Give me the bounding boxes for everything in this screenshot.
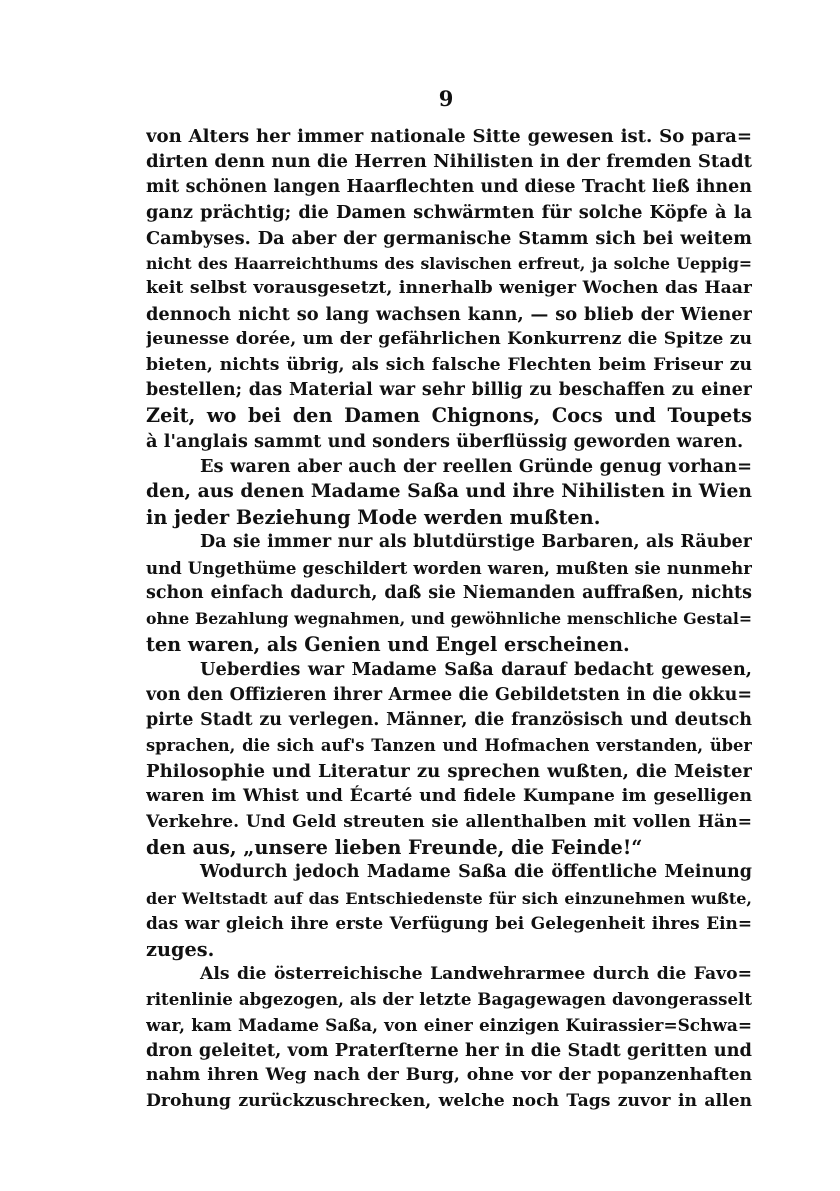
text-line: Wodurch jedoch Madame Saßa die öffentliche Meinung: [200, 862, 752, 883]
text-line: Drohung zurückzuschrecken, welche noch Tags zuvor in allen: [146, 1090, 752, 1111]
body-text: [146, 124, 752, 1114]
text-line: dirten denn nun die Herren Nihilisten in der fremden Stadt: [146, 151, 752, 173]
text-line: dennoch nicht so lang wachsen kann, — so blieb der Wiener: [146, 303, 752, 325]
text-line: ohne Bezahlung wegnahmen, und gewöhnliche menschliche Gestal=: [146, 609, 752, 629]
text-line: waren im Whist und Écarté und fidele Kumpane im geselligen: [146, 786, 752, 807]
text-line: ritenlinie abgezogen, als der letzte Bagagewagen davongerasselt: [146, 989, 752, 1010]
text-line: Philosophie und Literatur zu sprechen wußten, die Meister: [146, 760, 752, 782]
text-line: den, aus denen Madame Saßa und ihre Nihilisten in Wien: [146, 480, 752, 503]
text-line: den aus, „unsere lieben Freunde, die Feinde!“: [146, 835, 643, 859]
text-line: Cambyses. Da aber der germanische Stamm sich bei weitem: [146, 227, 752, 249]
text-line: das war gleich ihre erste Verfügung bei Gelegenheit ihres Ein=: [146, 913, 752, 934]
text-line: der Weltstadt auf das Entschiedenste für sich einzunehmen wußte,: [146, 888, 752, 908]
text-line: Es waren aber auch der reellen Gründe genug vorhan=: [200, 456, 752, 478]
text-line: ten waren, als Genien und Engel erscheinen.: [146, 632, 630, 656]
text-line: dron geleitet, vom Praterſterne her in die Stadt geritten und: [146, 1040, 752, 1062]
text-line: Zeit, wo bei den Damen Chignons, Cocs und Toupets: [146, 404, 752, 428]
text-line: à l'anglais sammt und sonders überflüssig geworden waren.: [146, 430, 744, 452]
text-line: und Ungethüme geschildert worden waren, mußten sie nunmehr: [146, 557, 752, 578]
text-line: nicht des Haarreichthums des slavischen erfreut, ja solche Ueppig=: [146, 253, 752, 273]
text-line: keit selbst vorausgesetzt, innerhalb weniger Wochen das Haar: [146, 278, 752, 299]
text-line: pirte Stadt zu verlegen. Männer, die französisch und deutsch: [146, 709, 752, 730]
text-line: war, kam Madame Saßa, von einer einzigen Kuirassier=Schwa=: [146, 1014, 752, 1035]
text-line: zuges.: [146, 937, 215, 961]
text-line: jeunesse dorée, um der gefährlichen Konkurrenz die Spitze zu: [146, 329, 752, 350]
text-line: sprachen, die sich auf's Tanzen und Hofmachen verstanden, über: [146, 736, 752, 756]
text-line: bieten, nichts übrig, als sich falsche Flechten beim Friseur zu: [146, 354, 752, 375]
text-line: nahm ihren Weg nach der Burg, ohne vor der popanzenhaften: [146, 1065, 752, 1086]
text-line: Verkehre. Und Geld streuten sie allenthalben mit vollen Hän=: [146, 811, 752, 832]
text-line: Da sie immer nur als blutdürstige Barbaren, als Räuber: [200, 532, 752, 553]
text-line: mit schönen langen Haarflechten und diese Tracht ließ ihnen: [146, 176, 752, 197]
text-line: von den Offizieren ihrer Armee die Gebildetsten in die okku=: [146, 684, 752, 705]
text-line: von Alters her immer nationale Sitte gewesen ist. So para=: [146, 126, 752, 147]
text-line: schon einfach dadurch, daß sie Niemanden auffraßen, nichts: [146, 583, 752, 604]
page-number: 9: [438, 86, 454, 111]
text-line: Als die österreichische Landwehrarmee durch die Favo=: [200, 963, 752, 984]
text-line: in jeder Beziehung Mode werden mußten.: [146, 505, 601, 529]
text-line: ganz prächtig; die Damen schwärmten für solche Köpfe à la: [146, 202, 752, 224]
text-line: Ueberdies war Madame Saßa darauf bedacht gewesen,: [200, 659, 752, 681]
text-line: bestellen; das Material war sehr billig zu beschaffen zu einer: [146, 379, 752, 400]
